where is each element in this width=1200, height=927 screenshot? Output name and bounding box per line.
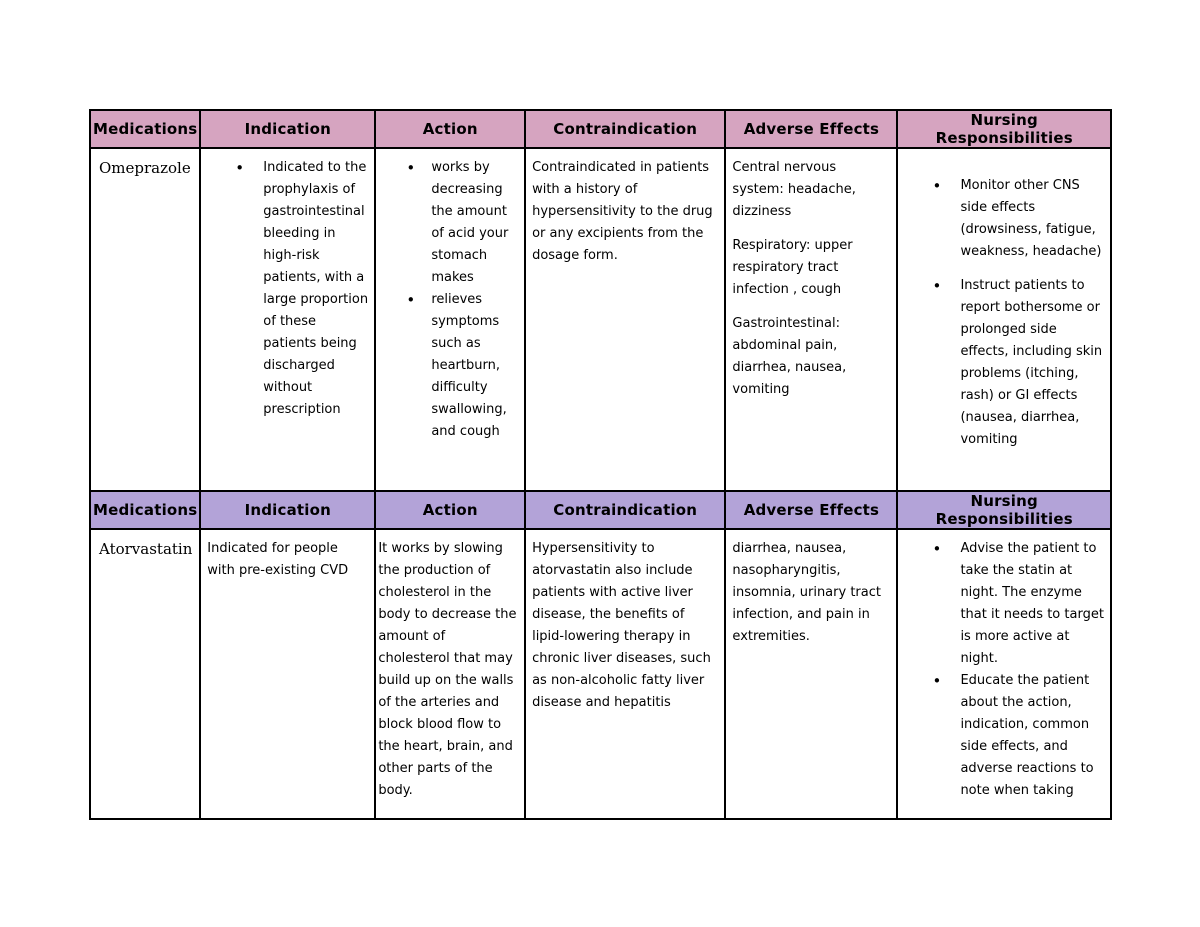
header-adverse-effects: Adverse Effects — [725, 491, 897, 529]
adverse-effect-respiratory: Respiratory: upper respiratory tract infection , cough — [732, 238, 853, 297]
drug-study-table — [89, 109, 1112, 820]
adverse-effect-cns: Central nervous system: headache, dizziness — [732, 160, 856, 219]
nursing-cell — [897, 529, 1111, 819]
header-contraindication: Contraindication — [525, 110, 725, 148]
header-action: Action — [375, 110, 525, 148]
header-medications: Medications — [90, 110, 200, 148]
list-item: • Indicated to the prophylaxis of gastrointestinal bleeding in high-risk patients, with a large proportion of these patients being discharged without prescription — [263, 157, 368, 421]
indication-cell — [200, 148, 375, 491]
header-row-atorvastatin — [90, 491, 1111, 529]
list-item: • works by decreasing the amount of acid your stomach makes — [431, 157, 518, 289]
header-contraindication: Contraindication — [525, 491, 725, 529]
table-row-omeprazole — [90, 148, 1111, 491]
indication-cell: Indicated for people with pre-existing CVD — [200, 529, 375, 819]
contraindication-cell: Hypersensitivity to atorvastatin also include patients with active liver disease, the benefits of lipid-lowering therapy in chronic liver diseases, such as non-alcoholic fatty liver disease and hepatitis — [525, 529, 725, 819]
nursing-cell — [897, 148, 1111, 491]
header-medications: Medications — [90, 491, 200, 529]
header-action: Action — [375, 491, 525, 529]
header-indication: Indication — [200, 491, 375, 529]
header-nursing-responsibilities: Nursing Responsibilities — [897, 491, 1111, 529]
list-item: • Monitor other CNS side effects (drowsiness, fatigue, weakness, headache) — [960, 175, 1104, 263]
header-indication: Indication — [200, 110, 375, 148]
table-row-atorvastatin — [90, 529, 1111, 819]
action-cell: It works by slowing the production of cholesterol in the body to decrease the amount of cholesterol that may build up on the walls of the arteries and block blood flow to the heart, brain, and other parts of the body. — [375, 529, 525, 819]
adverse-effects-cell: diarrhea, nausea, nasopharyngitis, insomnia, urinary tract infection, and pain in extremities. — [725, 529, 897, 819]
header-nursing-responsibilities: Nursing Responsibilities — [897, 110, 1111, 148]
medication-name: Atorvastatin — [90, 529, 200, 819]
list-item: • relieves symptoms such as heartburn, difficulty swallowing, and cough — [431, 289, 518, 443]
header-adverse-effects: Adverse Effects — [725, 110, 897, 148]
list-item: • Advise the patient to take the statin at night. The enzyme that it needs to target is more active at night. — [960, 538, 1104, 670]
adverse-effects-cell — [725, 148, 897, 491]
header-row-omeprazole — [90, 110, 1111, 148]
list-item: • Instruct patients to report bothersome or prolonged side effects, including skin problems (itching, rash) or GI effects (nausea, diarrhea, vomiting — [960, 275, 1104, 451]
adverse-effect-gi: Gastrointestinal: abdominal pain, diarrhea, nausea, vomiting — [732, 316, 847, 397]
contraindication-cell: Contraindicated in patients with a history of hypersensitivity to the drug or any excipients from the dosage form. — [525, 148, 725, 491]
medication-name: Omeprazole — [90, 148, 200, 491]
action-cell — [375, 148, 525, 491]
list-item: • Educate the patient about the action, indication, common side effects, and adverse reactions to note when taking — [960, 670, 1104, 802]
